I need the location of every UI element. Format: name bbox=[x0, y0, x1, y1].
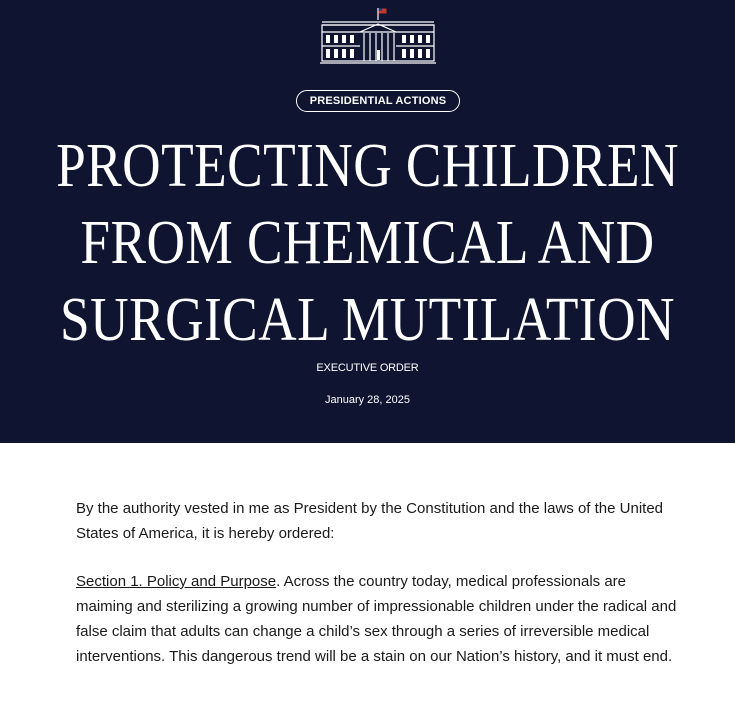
category-badge[interactable] bbox=[296, 90, 460, 112]
page-title-line: PROTECTING CHILDREN bbox=[56, 132, 679, 200]
section-1-heading[interactable]: Section 1. Policy and Purpose bbox=[76, 573, 277, 590]
page-title-line: SURGICAL MUTILATION bbox=[60, 286, 675, 354]
section-1-text: . Across the country today, medical professionals are maiming and sterilizing a growing number of impressionable children under the radical and false claim that adults can change a child’s sex through a series of irreversible medical interventions. This dangerous trend will be a stain on our Nation’s history, and it must end. bbox=[76, 573, 677, 665]
publication-date: January 28, 2025 bbox=[324, 394, 410, 406]
page-title bbox=[0, 128, 735, 359]
document-type-label: EXECUTIVE ORDER bbox=[316, 362, 419, 374]
page-title-line: FROM CHEMICAL AND bbox=[80, 209, 655, 277]
article-body bbox=[76, 496, 686, 669]
intro-paragraph: By the authority vested in me as President by the Constitution and the laws of the United States of America, it is hereby ordered: bbox=[76, 500, 663, 542]
white-house-logo-icon[interactable] bbox=[320, 6, 436, 66]
category-badge-label: PRESIDENTIAL ACTIONS bbox=[309, 95, 447, 107]
section-1-paragraph bbox=[76, 569, 686, 669]
